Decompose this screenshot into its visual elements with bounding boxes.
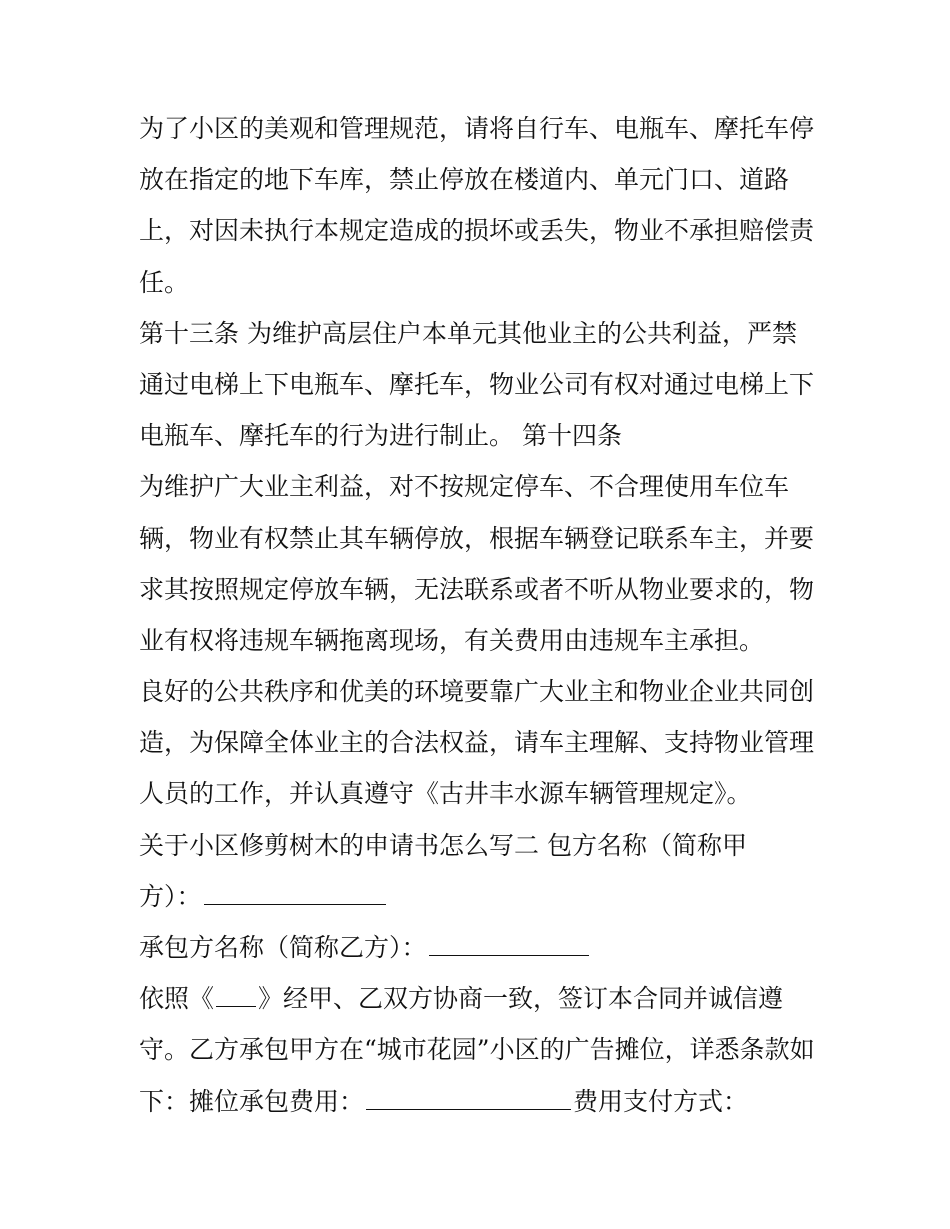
text-line: 第十三条 为维护高层住户本单元其他业主的公共利益，严禁	[139, 318, 797, 348]
text-line: 辆，物业有权禁止其车辆停放，根据车辆登记联系车主，并要	[139, 523, 815, 553]
party-a-blank	[204, 882, 386, 905]
text-line: 通过电梯上下电瓶车、摩托车，物业公司有权对通过电梯上下	[139, 369, 815, 399]
party-b-line	[139, 922, 819, 973]
document-body	[139, 103, 819, 1127]
agreement-line: 守。乙方承包甲方在“城市花园”小区的广告摊位，详悉条款如	[139, 1035, 815, 1065]
text-line: 良好的公共秩序和优美的环境要靠广大业主和物业企业共同创	[139, 677, 815, 707]
text-line: 造，为保障全体业主的合法权益，请车主理解、支持物业管理	[139, 728, 815, 758]
basis-blank	[216, 984, 256, 1007]
basis-prefix: 依照《	[139, 984, 215, 1014]
text-line: 电瓶车、摩托车的行为进行制止。 第十四条	[139, 421, 622, 451]
party-a-line	[139, 871, 819, 922]
text-line: 为维护广大业主利益，对不按规定停车、不合理使用车位车	[139, 472, 790, 502]
basis-suffix: 》经甲、乙双方协商一致，签订本合同并诚信遵	[258, 984, 784, 1014]
fee-label: 下：摊位承包费用：	[139, 1086, 365, 1116]
text-line: 关于小区修剪树木的申请书怎么写二 包方名称（简称甲	[139, 830, 747, 860]
text-line: 业有权将违规车辆拖离现场，有关费用由违规车主承担。	[139, 625, 765, 655]
party-b-blank	[429, 933, 589, 956]
fee-blank	[366, 1087, 571, 1110]
fee-line	[139, 1076, 819, 1127]
text-line: 求其按照规定停放车辆，无法联系或者不听从物业要求的，物	[139, 574, 815, 604]
payment-label: 费用支付方式：	[573, 1086, 749, 1116]
party-b-label: 承包方名称（简称乙方）：	[139, 933, 427, 962]
basis-line	[139, 973, 819, 1024]
text-line: 任。	[139, 267, 190, 297]
text-line: 为了小区的美观和管理规范，请将自行车、电瓶车、摩托车停	[139, 114, 815, 143]
text-line: 人员的工作，并认真遵守《古井丰水源车辆管理规定》。	[139, 779, 752, 809]
text-line: 放在指定的地下车库，禁止停放在楼道内、单元门口、道路	[139, 165, 790, 195]
text-line: 上，对因未执行本规定造成的损坏或丢失，物业不承担赔偿责	[139, 216, 815, 246]
party-a-label: 方）：	[139, 881, 202, 911]
